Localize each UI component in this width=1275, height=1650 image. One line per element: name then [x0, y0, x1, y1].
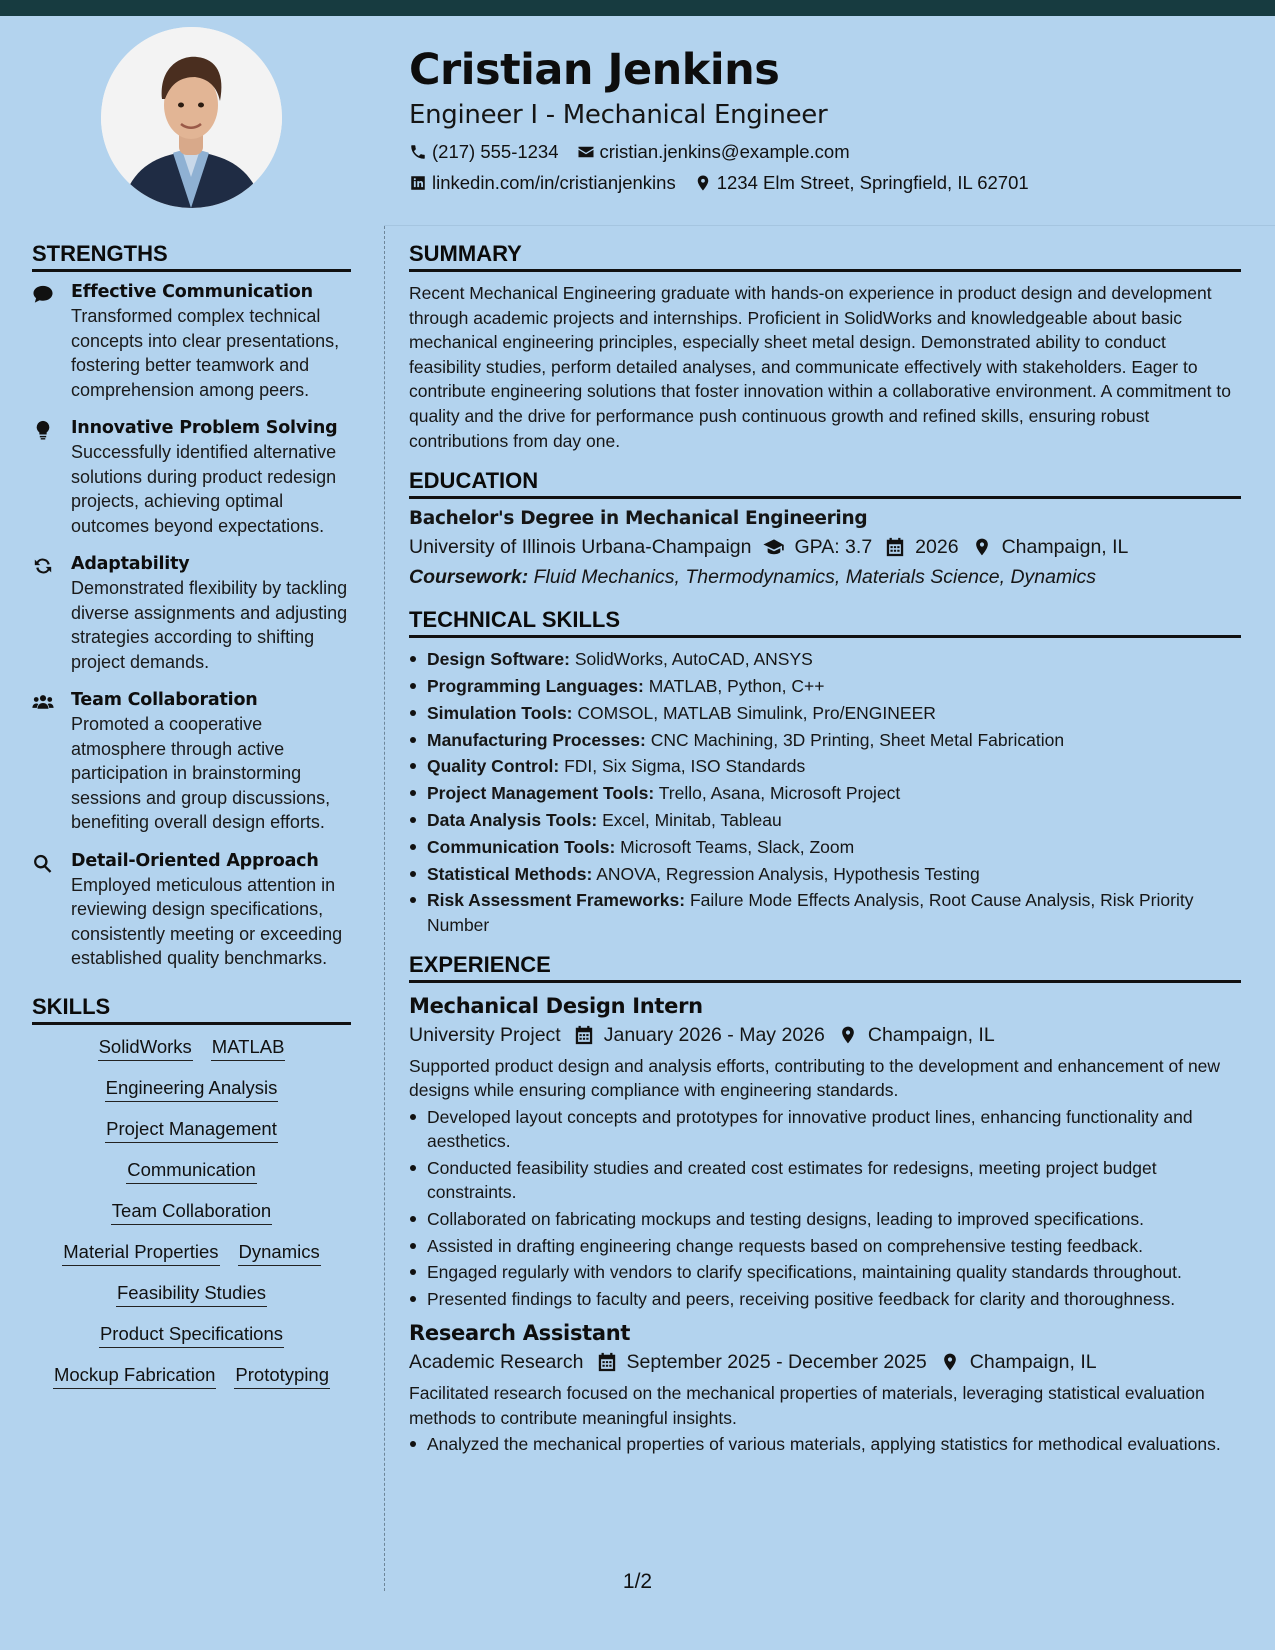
speech-bubble-icon	[32, 284, 54, 304]
technical-skill-label: Risk Assessment Frameworks:	[427, 890, 686, 911]
contact-row-2	[409, 172, 1249, 194]
skill-tag: Engineering Analysis	[105, 1075, 279, 1102]
technical-skill-label: Project Management Tools:	[427, 783, 655, 804]
date-range: January 2026 - May 2026	[603, 1023, 825, 1046]
email-text: cristian.jenkins@example.com	[599, 141, 850, 162]
position-title: Research Assistant	[409, 1321, 631, 1346]
position-description: Supported product design and analysis efforts, contributing to the development and enhancement of new designs while ensuring compliance with engineering standards.	[409, 1055, 1221, 1101]
experience-list	[409, 992, 1241, 1456]
linkedin-item[interactable]	[409, 172, 676, 194]
linkedin-icon	[409, 174, 427, 192]
header	[409, 44, 1249, 194]
skill-row	[32, 1362, 351, 1389]
organization: University Project	[409, 1023, 561, 1046]
experience-bullet: Collaborated on fabricating mockups and testing designs, leading to improved specifications.	[409, 1207, 1241, 1231]
phone-text: (217) 555-1234	[432, 141, 559, 162]
experience-bullet: Analyzed the mechanical properties of various materials, applying statistics for methodical evaluations.	[409, 1432, 1241, 1456]
linkedin-text: linkedin.com/in/cristianjenkins	[432, 172, 676, 193]
phone-item[interactable]	[409, 141, 559, 163]
top-bar	[0, 0, 1275, 16]
strength-item	[32, 689, 351, 835]
experience-bullet: Conducted feasibility studies and created cost estimates for redesigns, meeting project budget constraints.	[409, 1156, 1241, 1205]
technical-skill-item	[409, 862, 1241, 886]
technical-skill-value: COMSOL, MATLAB Simulink, Pro/ENGINEER	[577, 702, 936, 723]
gpa-text: GPA: 3.7	[794, 536, 873, 559]
skill-tag: Material Properties	[62, 1239, 219, 1266]
skill-tag: SolidWorks	[98, 1034, 193, 1061]
skill-tag: Project Management	[105, 1116, 278, 1143]
email-item[interactable]	[577, 141, 850, 163]
education-heading: EDUCATION	[409, 467, 1241, 499]
envelope-icon	[577, 143, 595, 161]
skill-row	[32, 1116, 351, 1143]
experience-bullet: Presented findings to faculty and peers, receiving positive feedback for clarity and thoroughness.	[409, 1287, 1241, 1311]
skill-tag: MATLAB	[211, 1034, 286, 1061]
graduation-year: 2026	[915, 536, 959, 559]
position-title: Mechanical Design Intern	[409, 993, 703, 1018]
skill-tag: Prototyping	[234, 1362, 330, 1389]
skill-row	[32, 1321, 351, 1348]
technical-skill-value: Microsoft Teams, Slack, Zoom	[620, 836, 855, 857]
skill-tag: Communication	[126, 1157, 257, 1184]
skill-row	[32, 1034, 351, 1061]
experience-entry	[409, 1319, 1241, 1456]
position-bullets	[409, 1105, 1241, 1312]
technical-skill-value: SolidWorks, AutoCAD, ANSYS	[574, 649, 813, 670]
strength-desc: Promoted a cooperative atmosphere through active participation in brainstorming sessions and group discussions, benefiting overall design efforts.	[71, 714, 331, 832]
strength-item	[32, 553, 351, 674]
technical-skill-item	[409, 835, 1241, 859]
technical-skill-item	[409, 781, 1241, 805]
experience-entry	[409, 992, 1241, 1311]
education-meta	[409, 532, 1241, 562]
skill-tag: Team Collaboration	[111, 1198, 272, 1225]
technical-skills-list	[409, 647, 1241, 937]
column-divider	[384, 226, 385, 1591]
position-location: Champaign, IL	[969, 1351, 1097, 1374]
skill-row	[32, 1075, 351, 1102]
coursework-list: Fluid Mechanics, Thermodynamics, Materials Science, Dynamics	[533, 566, 1097, 589]
strength-item	[32, 281, 351, 402]
technical-skills-heading: TECHNICAL SKILLS	[409, 606, 1241, 638]
strength-title: Adaptability	[71, 554, 190, 574]
strength-desc: Successfully identified alternative solutions during product redesign projects, achieving optimal outcomes beyond expectations.	[71, 442, 337, 536]
position-meta	[409, 1020, 1241, 1050]
strength-desc: Employed meticulous attention in reviewing design specifications, consistently meeting or exceeding established quality benchmarks.	[71, 874, 343, 968]
experience-bullet: Assisted in drafting engineering change requests based on comprehensive testing feedback.	[409, 1234, 1241, 1258]
coursework-label: Coursework:	[409, 566, 529, 589]
map-pin-icon	[837, 1025, 859, 1045]
skill-row	[32, 1239, 351, 1266]
position-meta	[409, 1347, 1241, 1377]
position-description: Facilitated research focused on the mechanical properties of materials, leveraging statistical evaluation methods to contribute meaningful insights.	[409, 1383, 1205, 1428]
education-location: Champaign, IL	[1001, 536, 1129, 559]
skill-tag: Mockup Fabrication	[53, 1362, 216, 1389]
avatar-illustration	[101, 27, 282, 208]
skills-heading: SKILLS	[32, 993, 351, 1025]
map-pin-icon	[939, 1352, 961, 1372]
technical-skill-item	[409, 728, 1241, 752]
technical-skill-item	[409, 647, 1241, 671]
calendar-icon	[884, 537, 906, 557]
map-pin-icon	[971, 537, 993, 557]
organization: Academic Research	[409, 1351, 584, 1374]
address-item	[694, 172, 1029, 194]
page-number: 1/2	[622, 1570, 653, 1593]
technical-skill-item	[409, 674, 1241, 698]
experience-heading: EXPERIENCE	[409, 951, 1241, 983]
strengths-heading: STRENGTHS	[32, 240, 351, 272]
skill-tag: Feasibility Studies	[116, 1280, 267, 1307]
skill-row	[32, 1157, 351, 1184]
skill-tag: Product Specifications	[99, 1321, 284, 1348]
technical-skill-value: FDI, Six Sigma, ISO Standards	[564, 756, 806, 777]
technical-skill-item	[409, 701, 1241, 725]
degree-name: Bachelor's Degree in Mechanical Engineering	[409, 508, 868, 530]
strength-title: Effective Communication	[71, 282, 313, 302]
technical-skill-label: Programming Languages:	[427, 675, 644, 696]
users-icon	[32, 692, 54, 712]
strength-title: Team Collaboration	[71, 690, 258, 710]
technical-skill-item	[409, 754, 1241, 778]
calendar-icon	[596, 1352, 618, 1372]
technical-skill-label: Communication Tools:	[427, 836, 616, 857]
technical-skill-value: Trello, Asana, Microsoft Project	[658, 783, 901, 804]
technical-skill-value: Failure Mode Effects Analysis, Root Cause Analysis, Risk Priority Number	[427, 890, 1194, 935]
technical-skill-item	[409, 888, 1241, 937]
technical-skill-item	[409, 808, 1241, 832]
strength-item	[32, 417, 351, 538]
summary-heading: SUMMARY	[409, 240, 1241, 272]
job-title: Engineer I - Mechanical Engineer	[409, 100, 828, 130]
strength-title: Innovative Problem Solving	[71, 418, 338, 438]
right-column	[409, 240, 1241, 1464]
technical-skill-label: Manufacturing Processes:	[427, 729, 646, 750]
map-pin-icon	[694, 174, 712, 192]
summary-text: Recent Mechanical Engineering graduate with hands-on experience in product design and development through academic projects and internships. Proficient in SolidWorks and knowledgeable about basic mechanical engineering principles, especially sheet metal design. Demonstrated ability to conduct feasibility studies, perform detailed analyses, and communicate effectively with stakeholders. Eager to contribute engineering solutions that foster innovation within a collaborative environment. A commitment to quality and the drive for performance push continuous growth and refined skills, ensuring robust contributions from day one.	[409, 283, 1231, 451]
header-divider	[384, 225, 1275, 226]
lightbulb-icon	[32, 420, 54, 440]
search-icon	[32, 853, 54, 873]
strength-title: Detail-Oriented Approach	[71, 850, 319, 871]
technical-skill-label: Design Software:	[427, 649, 570, 670]
school-name: University of Illinois Urbana-Champaign	[409, 536, 752, 559]
technical-skill-value: ANOVA, Regression Analysis, Hypothesis Testing	[596, 863, 980, 884]
strength-desc: Transformed complex technical concepts into clear presentations, fostering better teamwork and comprehension among peers.	[71, 306, 340, 400]
technical-skill-value: CNC Machining, 3D Printing, Sheet Metal Fabrication	[650, 729, 1065, 750]
skill-row	[32, 1280, 351, 1307]
technical-skill-label: Quality Control:	[427, 756, 560, 777]
candidate-name: Cristian Jenkins	[409, 45, 780, 95]
graduation-cap-icon	[763, 537, 785, 557]
calendar-icon	[573, 1025, 595, 1045]
address-text: 1234 Elm Street, Springfield, IL 62701	[716, 172, 1029, 193]
profile-photo	[101, 27, 282, 208]
technical-skill-label: Data Analysis Tools:	[427, 809, 598, 830]
date-range: September 2025 - December 2025	[626, 1351, 927, 1374]
phone-icon	[409, 143, 427, 161]
technical-skill-value: MATLAB, Python, C++	[648, 675, 825, 696]
strength-desc: Demonstrated flexibility by tackling diverse assignments and adjusting strategies according to shifting project demands.	[71, 578, 348, 672]
coursework	[409, 562, 1241, 592]
contact-row-1	[409, 141, 1249, 163]
position-bullets	[409, 1432, 1241, 1456]
experience-bullet: Engaged regularly with vendors to clarify specifications, maintaining quality standards throughout.	[409, 1260, 1241, 1284]
position-location: Champaign, IL	[867, 1023, 995, 1046]
skills-list	[32, 1034, 351, 1389]
sync-icon	[32, 556, 54, 576]
experience-bullet: Developed layout concepts and prototypes for innovative product lines, enhancing functionality and aesthetics.	[409, 1105, 1241, 1154]
skill-row	[32, 1198, 351, 1225]
technical-skill-label: Statistical Methods:	[427, 863, 593, 884]
left-column	[32, 240, 351, 1403]
technical-skill-value: Excel, Minitab, Tableau	[602, 809, 782, 830]
technical-skill-label: Simulation Tools:	[427, 702, 573, 723]
strength-item	[32, 850, 351, 971]
skill-tag: Dynamics	[238, 1239, 321, 1266]
